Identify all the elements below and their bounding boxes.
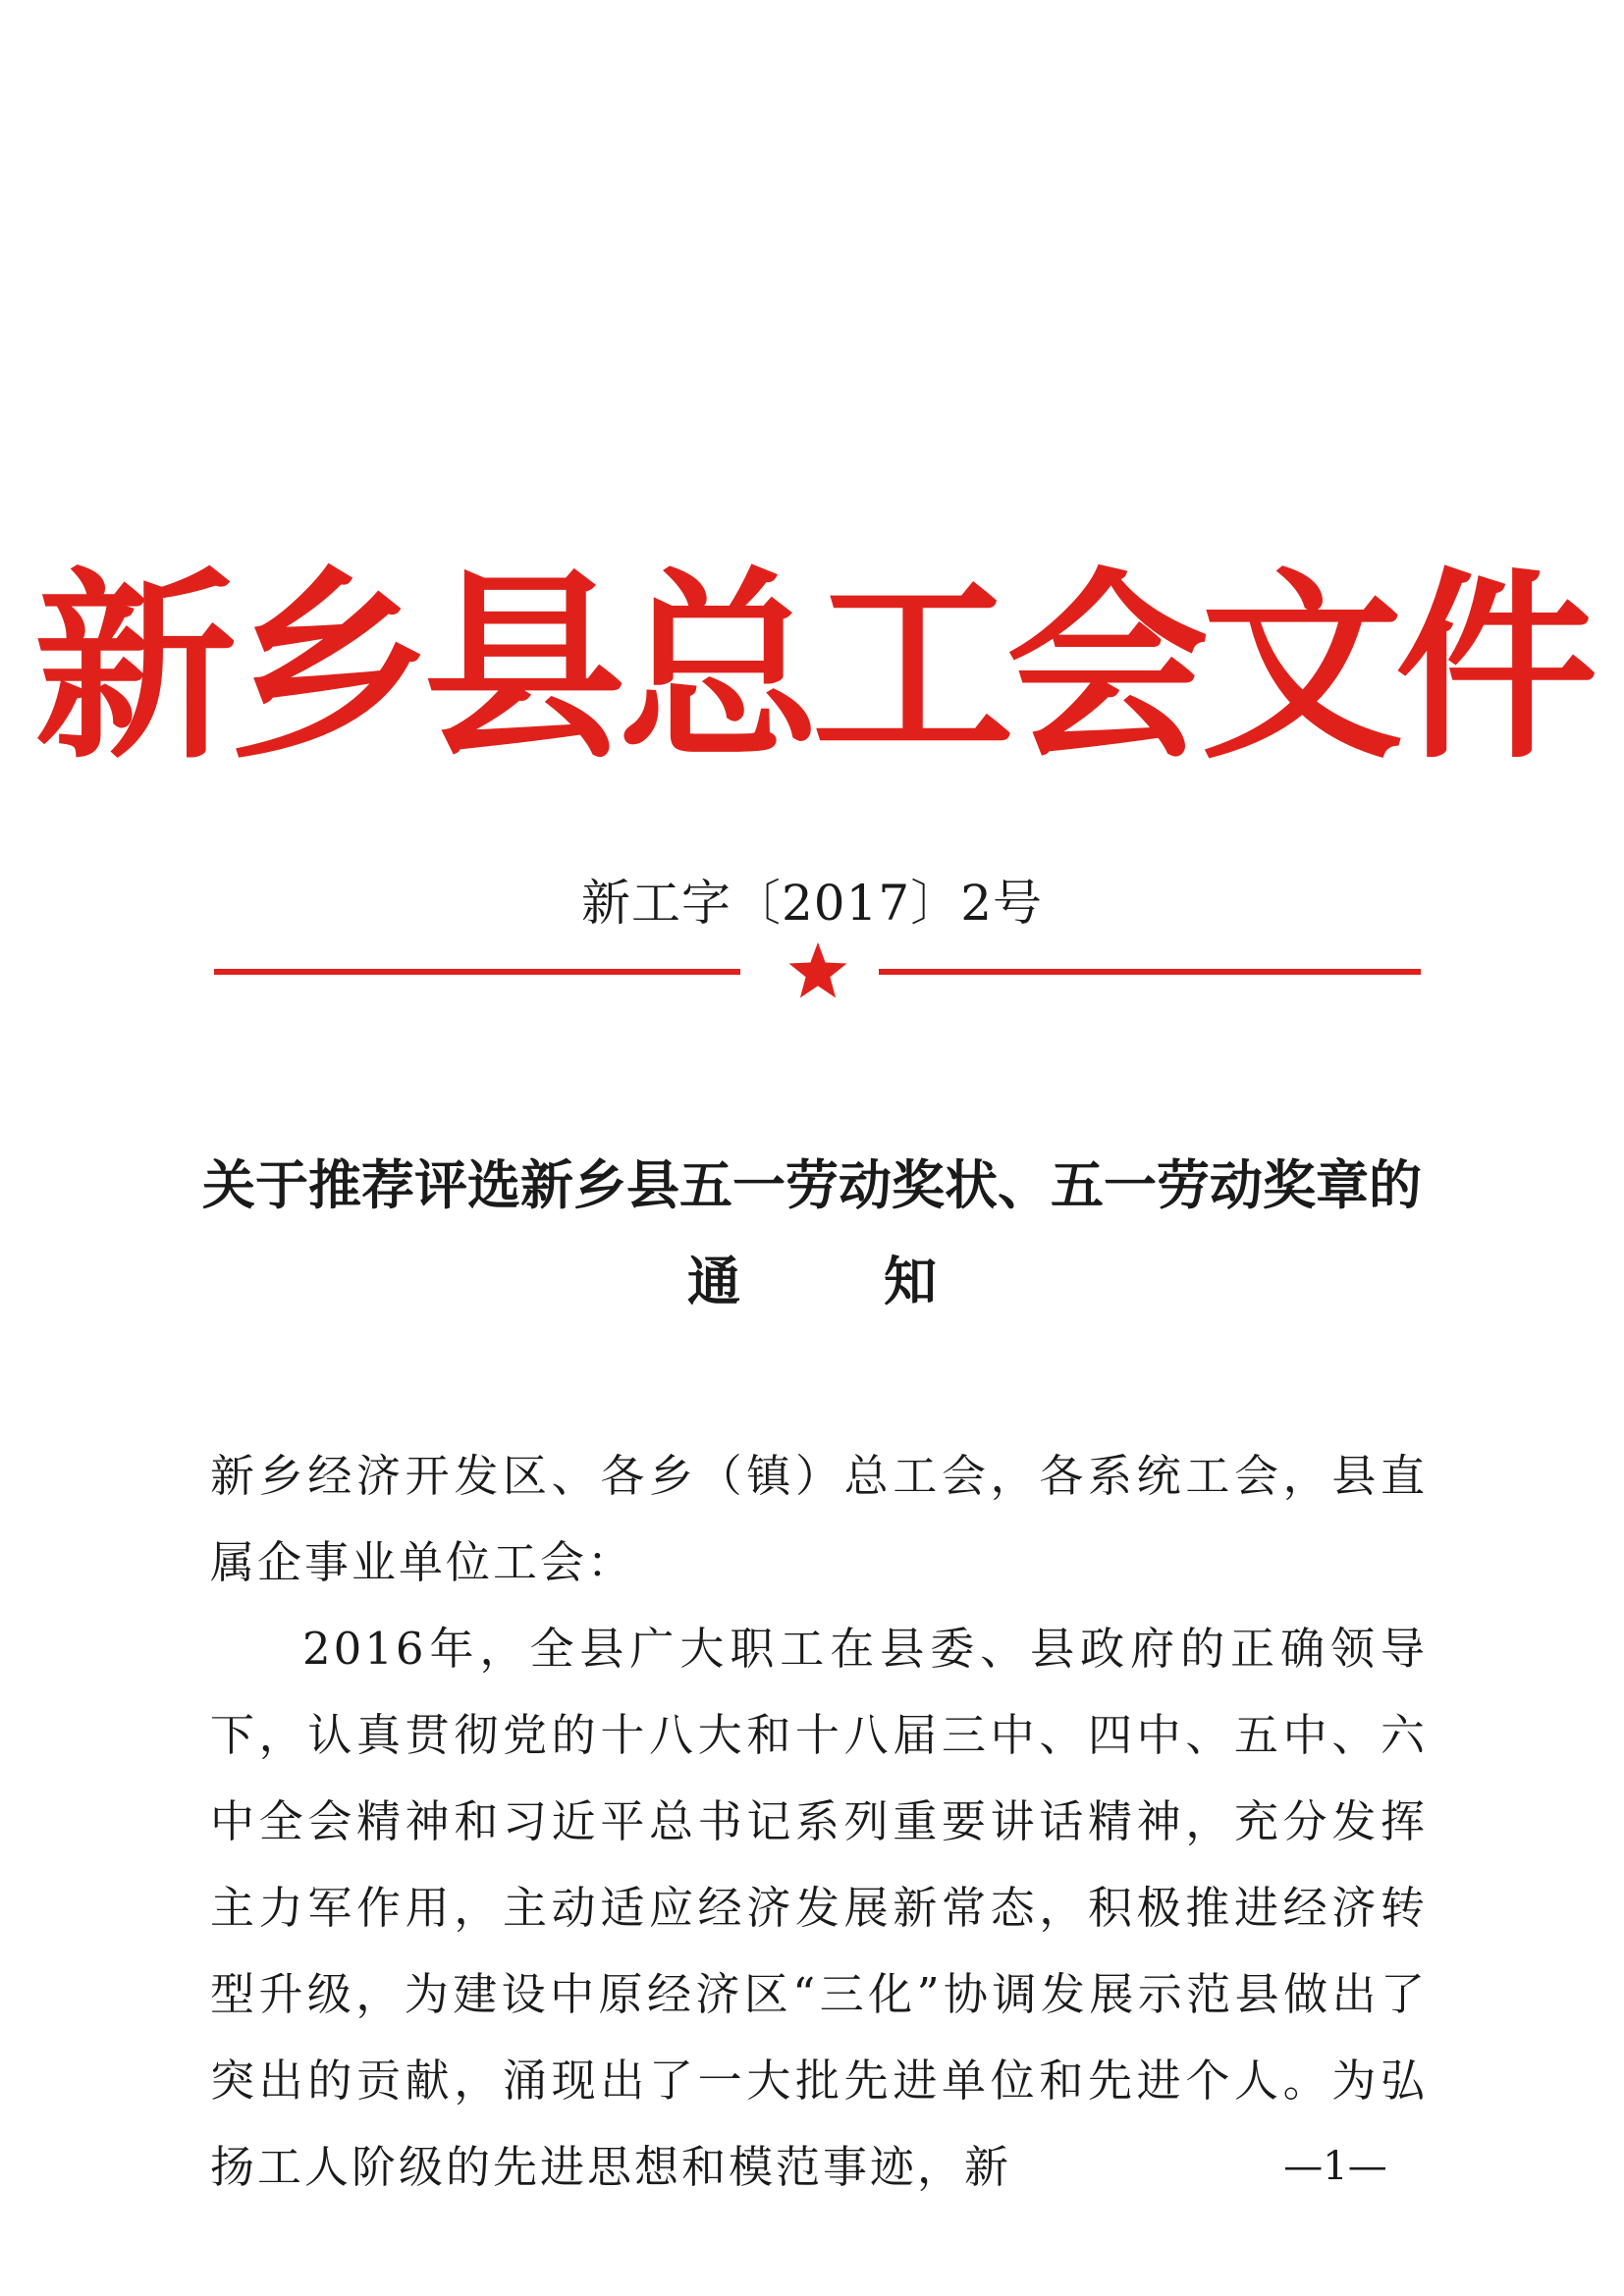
org-title: 新乡县总工会文件 xyxy=(33,549,1590,786)
body-paragraph: 2016年，全县广大职工在县委、县政府的正确领导下，认真贯彻党的十八大和十八届三中、四中、五中、六中全会精神和习近平总书记系列重要讲话精神，充分发挥主力军作用，主动适应经济发展新常态，积极推进经济转型升级，为建设中原经济区“三化”协调发展示范县做出了突出的贡献，涌现出了一大批先进单位和先进个人。为弘扬工人阶级的先进思想和模范事迹，新 xyxy=(210,1623,1428,2193)
notice-title-char2: 知 xyxy=(884,1250,937,1312)
star-icon xyxy=(789,942,847,998)
divider-line-left xyxy=(214,969,740,975)
notice-title xyxy=(0,1145,1624,1321)
divider-line-right xyxy=(879,969,1421,975)
notice-title-line2 xyxy=(0,1241,1624,1321)
notice-body xyxy=(210,1433,1428,2211)
notice-title-line1: 关于推荐评选新乡县五一劳动奖状、五一劳动奖章的 xyxy=(202,1153,1422,1216)
salutation: 新乡经济开发区、各乡（镇）总工会，各系统工会，县直属企事业单位工会： xyxy=(210,1450,1428,1588)
page-number: —1— xyxy=(1283,2144,1387,2189)
document-number: 新工字〔2017〕2号 xyxy=(580,875,1044,932)
red-divider xyxy=(0,942,1624,1001)
notice-title-char1: 通 xyxy=(687,1250,740,1312)
